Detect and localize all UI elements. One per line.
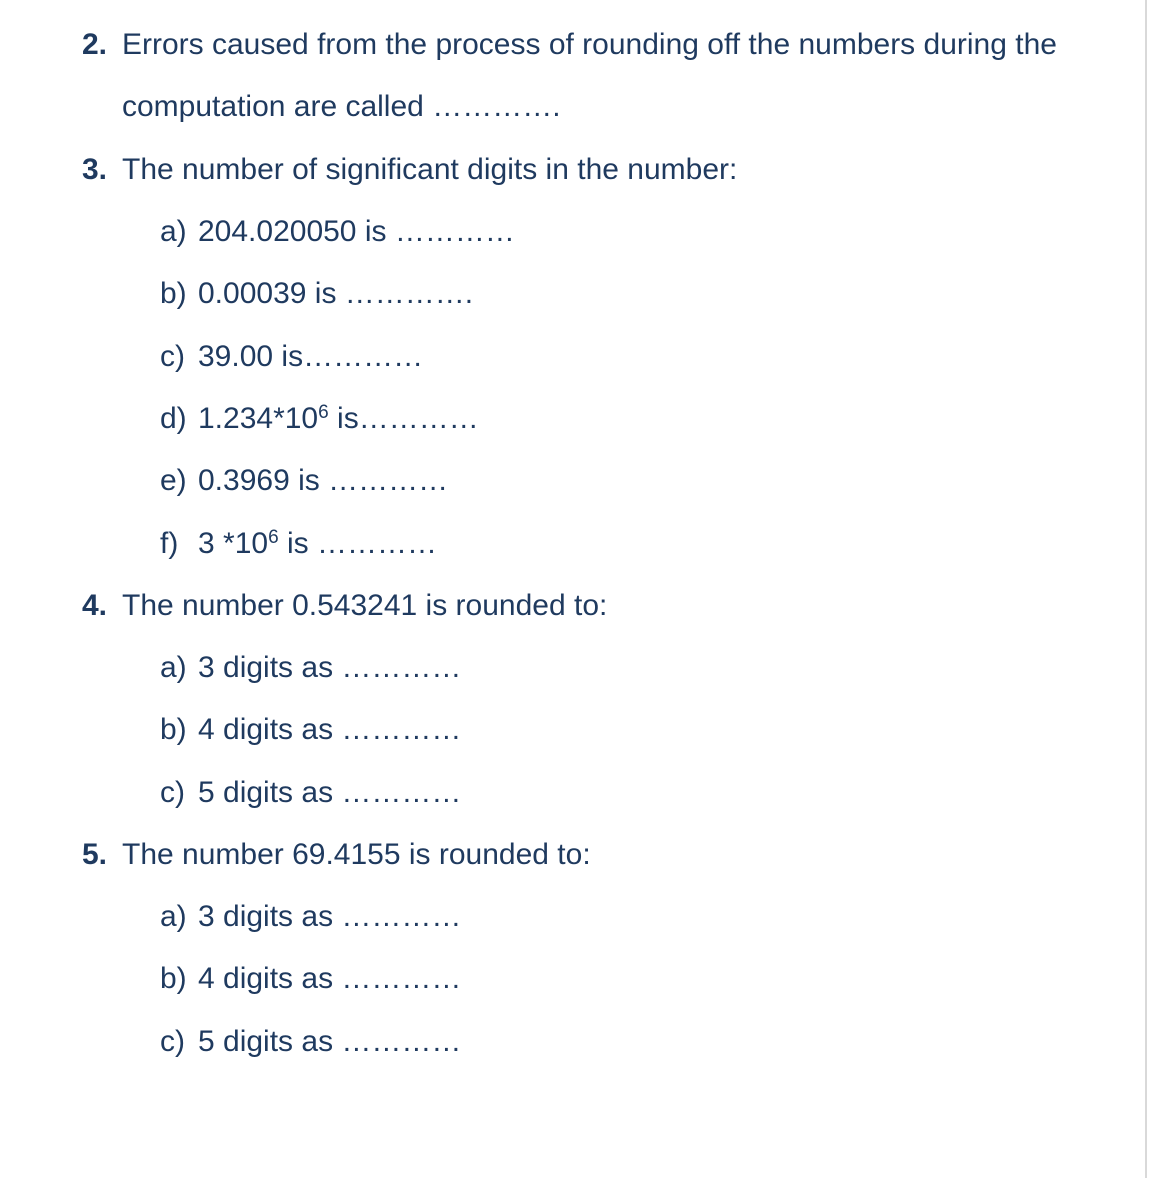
answer-blank[interactable]: ………….: [432, 90, 561, 123]
answer-blank[interactable]: …………: [341, 900, 462, 933]
item-label: f): [160, 527, 179, 560]
answer-blank[interactable]: …………: [341, 962, 462, 995]
answer-blank[interactable]: …………: [341, 776, 462, 809]
answer-blank[interactable]: …………: [394, 215, 515, 248]
list-item: [160, 463, 448, 499]
list-item: [160, 1024, 461, 1060]
item-label: b): [160, 713, 187, 746]
item-exponent: 6: [268, 527, 279, 548]
item-label: d): [160, 402, 187, 435]
question-text: computation are called: [122, 90, 424, 123]
item-label: b): [160, 277, 187, 310]
list-item: [160, 526, 437, 562]
question-2-continuation: [122, 89, 561, 125]
item-text: 5 digits as: [198, 776, 334, 809]
question-2: [82, 27, 1057, 63]
answer-blank[interactable]: …………: [341, 713, 462, 746]
item-text: 4 digits as: [198, 962, 334, 995]
answer-blank[interactable]: …………: [341, 1025, 462, 1058]
item-text: 3 digits as: [198, 651, 334, 684]
question-text: The number of significant digits in the number:: [122, 153, 738, 186]
list-item: [160, 712, 461, 748]
question-text: The number 69.4155 is rounded to:: [122, 838, 591, 871]
list-item: [160, 961, 461, 997]
item-after[interactable]: is …………: [278, 527, 437, 560]
list-item: [160, 276, 473, 312]
list-item: [160, 339, 423, 375]
item-after[interactable]: is…………: [328, 402, 479, 435]
item-exponent: 6: [318, 402, 329, 423]
page-edge-divider: [1145, 0, 1147, 1178]
list-item: [160, 214, 515, 250]
question-text: Errors caused from the process of rounding off the numbers during the: [122, 28, 1057, 61]
question-number: 2.: [82, 28, 108, 61]
item-label: a): [160, 900, 187, 933]
item-label: a): [160, 651, 187, 684]
item-label: c): [160, 776, 185, 809]
item-label: b): [160, 962, 187, 995]
item-label: c): [160, 340, 185, 373]
item-text: 3 digits as: [198, 900, 334, 933]
question-number: 3.: [82, 153, 108, 186]
list-item: [160, 401, 479, 437]
question-number: 4.: [82, 589, 108, 622]
item-text: 204.020050 is: [198, 215, 387, 248]
item-text[interactable]: 39.00 is…………: [198, 340, 424, 373]
answer-blank[interactable]: …………: [328, 464, 449, 497]
list-item: [160, 775, 461, 811]
list-item: [160, 650, 461, 686]
answer-blank[interactable]: …………: [341, 651, 462, 684]
item-text: 0.00039 is: [198, 277, 337, 310]
item-base: 3 *10: [198, 527, 269, 560]
answer-blank[interactable]: ………….: [344, 277, 474, 310]
item-base: 1.234*10: [198, 402, 319, 435]
item-label: a): [160, 215, 187, 248]
item-text: 5 digits as: [198, 1025, 334, 1058]
question-3: [82, 152, 737, 188]
question-number: 5.: [82, 838, 108, 871]
question-4: [82, 588, 607, 624]
list-item: [160, 899, 461, 935]
item-label: e): [160, 464, 187, 497]
item-text: 4 digits as: [198, 713, 334, 746]
item-label: c): [160, 1025, 185, 1058]
question-text: The number 0.543241 is rounded to:: [122, 589, 608, 622]
item-text: 0.3969 is: [198, 464, 320, 497]
question-5: [82, 837, 591, 873]
